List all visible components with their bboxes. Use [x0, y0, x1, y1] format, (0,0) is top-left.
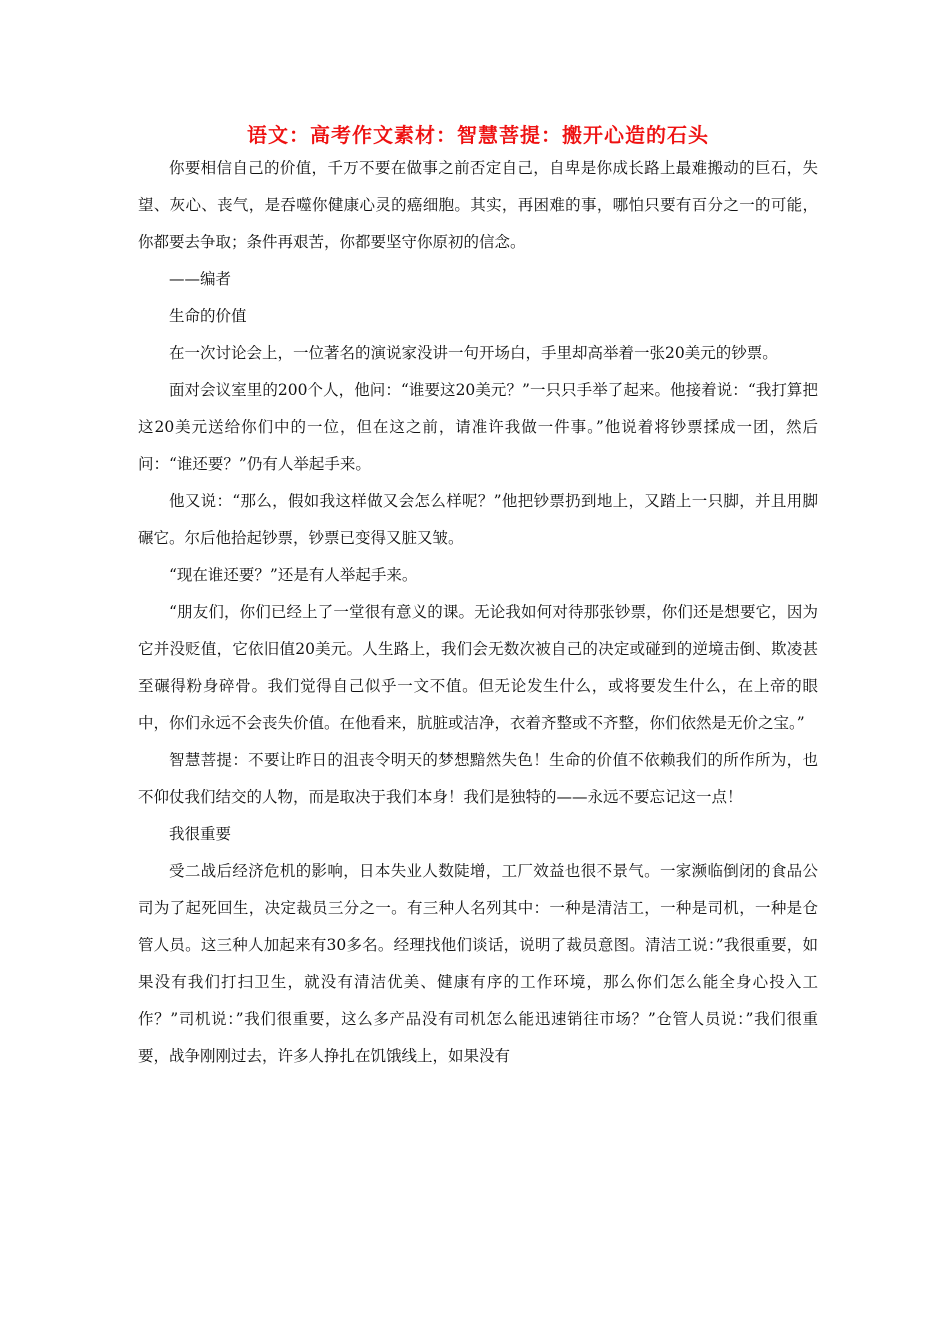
- story-paragraph: “现在谁还要？”还是有人举起手来。: [169, 566, 418, 584]
- story-paragraph: “朋友们，你们已经上了一堂很有意义的课。无论我如何对待那张钞票，你们还是想要它，因为它并没贬值，它依旧值20美元。人生路上，我们会无数次被自己的决定或碰到的逆境击倒、欺凌甚至碾得粉身碎骨。我们觉得自己似乎一文不值。但无论发生什么，或将要发生什么，在上帝的眼中，你们永远不会丧失价值。在他看来，肮脏或洁净，衣着齐整或不齐整，你们依然是无价之宝。”: [138, 603, 818, 732]
- wisdom-note-paragraph: 智慧菩提：不要让昨日的沮丧令明天的梦想黯然失色！生命的价值不依赖我们的所作所为，也不仰仗我们结交的人物，而是取决于我们本身！我们是独特的——永远不要忘记这一点！: [138, 751, 818, 806]
- intro-paragraph: 你要相信自己的价值，千万不要在做事之前否定自己，自卑是你成长路上最难搬动的巨石，失望、灰心、丧气，是吞噬你健康心灵的癌细胞。其实，再困难的事，哪怕只要有百分之一的可能，你都要去争取；条件再艰苦，你都要坚守你原初的信念。: [138, 159, 818, 251]
- document-body: [138, 150, 818, 1075]
- document-page: [138, 120, 818, 1075]
- story-paragraph: 面对会议室里的200个人，他问：“谁要这20美元？”一只只手举了起来。他接着说：“我打算把这20美元送给你们中的一位，但在这之前，请准许我做一件事。”他说着将钞票揉成一团，然后问：“谁还要？”仍有人举起手来。: [138, 381, 818, 473]
- section-heading-value-of-life: 生命的价值: [169, 307, 247, 325]
- story-paragraph: 受二战后经济危机的影响，日本失业人数陡增，工厂效益也很不景气。一家濒临倒闭的食品公司为了起死回生，决定裁员三分之一。有三种人名列其中：一种是清洁工，一种是司机，一种是仓管人员。这三种人加起来有30多名。经理找他们谈话，说明了裁员意图。清洁工说：”我很重要，如果没有我们打扫卫生，就没有清洁优美、健康有序的工作环境，那么你们怎么能全身心投入工作？”司机说：”我们很重要，这么多产品没有司机怎么能迅速销往市场？”仓管人员说：”我们很重要，战争刚刚过去，许多人挣扎在饥饿线上，如果没有: [138, 862, 818, 1065]
- document-title: 语文：高考作文素材：智慧菩提：搬开心造的石头: [247, 123, 709, 147]
- story-paragraph: 在一次讨论会上，一位著名的演说家没讲一句开场白，手里却高举着一张20美元的钞票。: [169, 344, 778, 362]
- story-paragraph: 他又说：“那么，假如我这样做又会怎么样呢？”他把钞票扔到地上，又踏上一只脚，并且用脚碾它。尔后他拾起钞票，钞票已变得又脏又皱。: [138, 492, 818, 547]
- section-heading-i-am-important: 我很重要: [169, 825, 232, 843]
- editor-signature: ——编者: [169, 270, 232, 288]
